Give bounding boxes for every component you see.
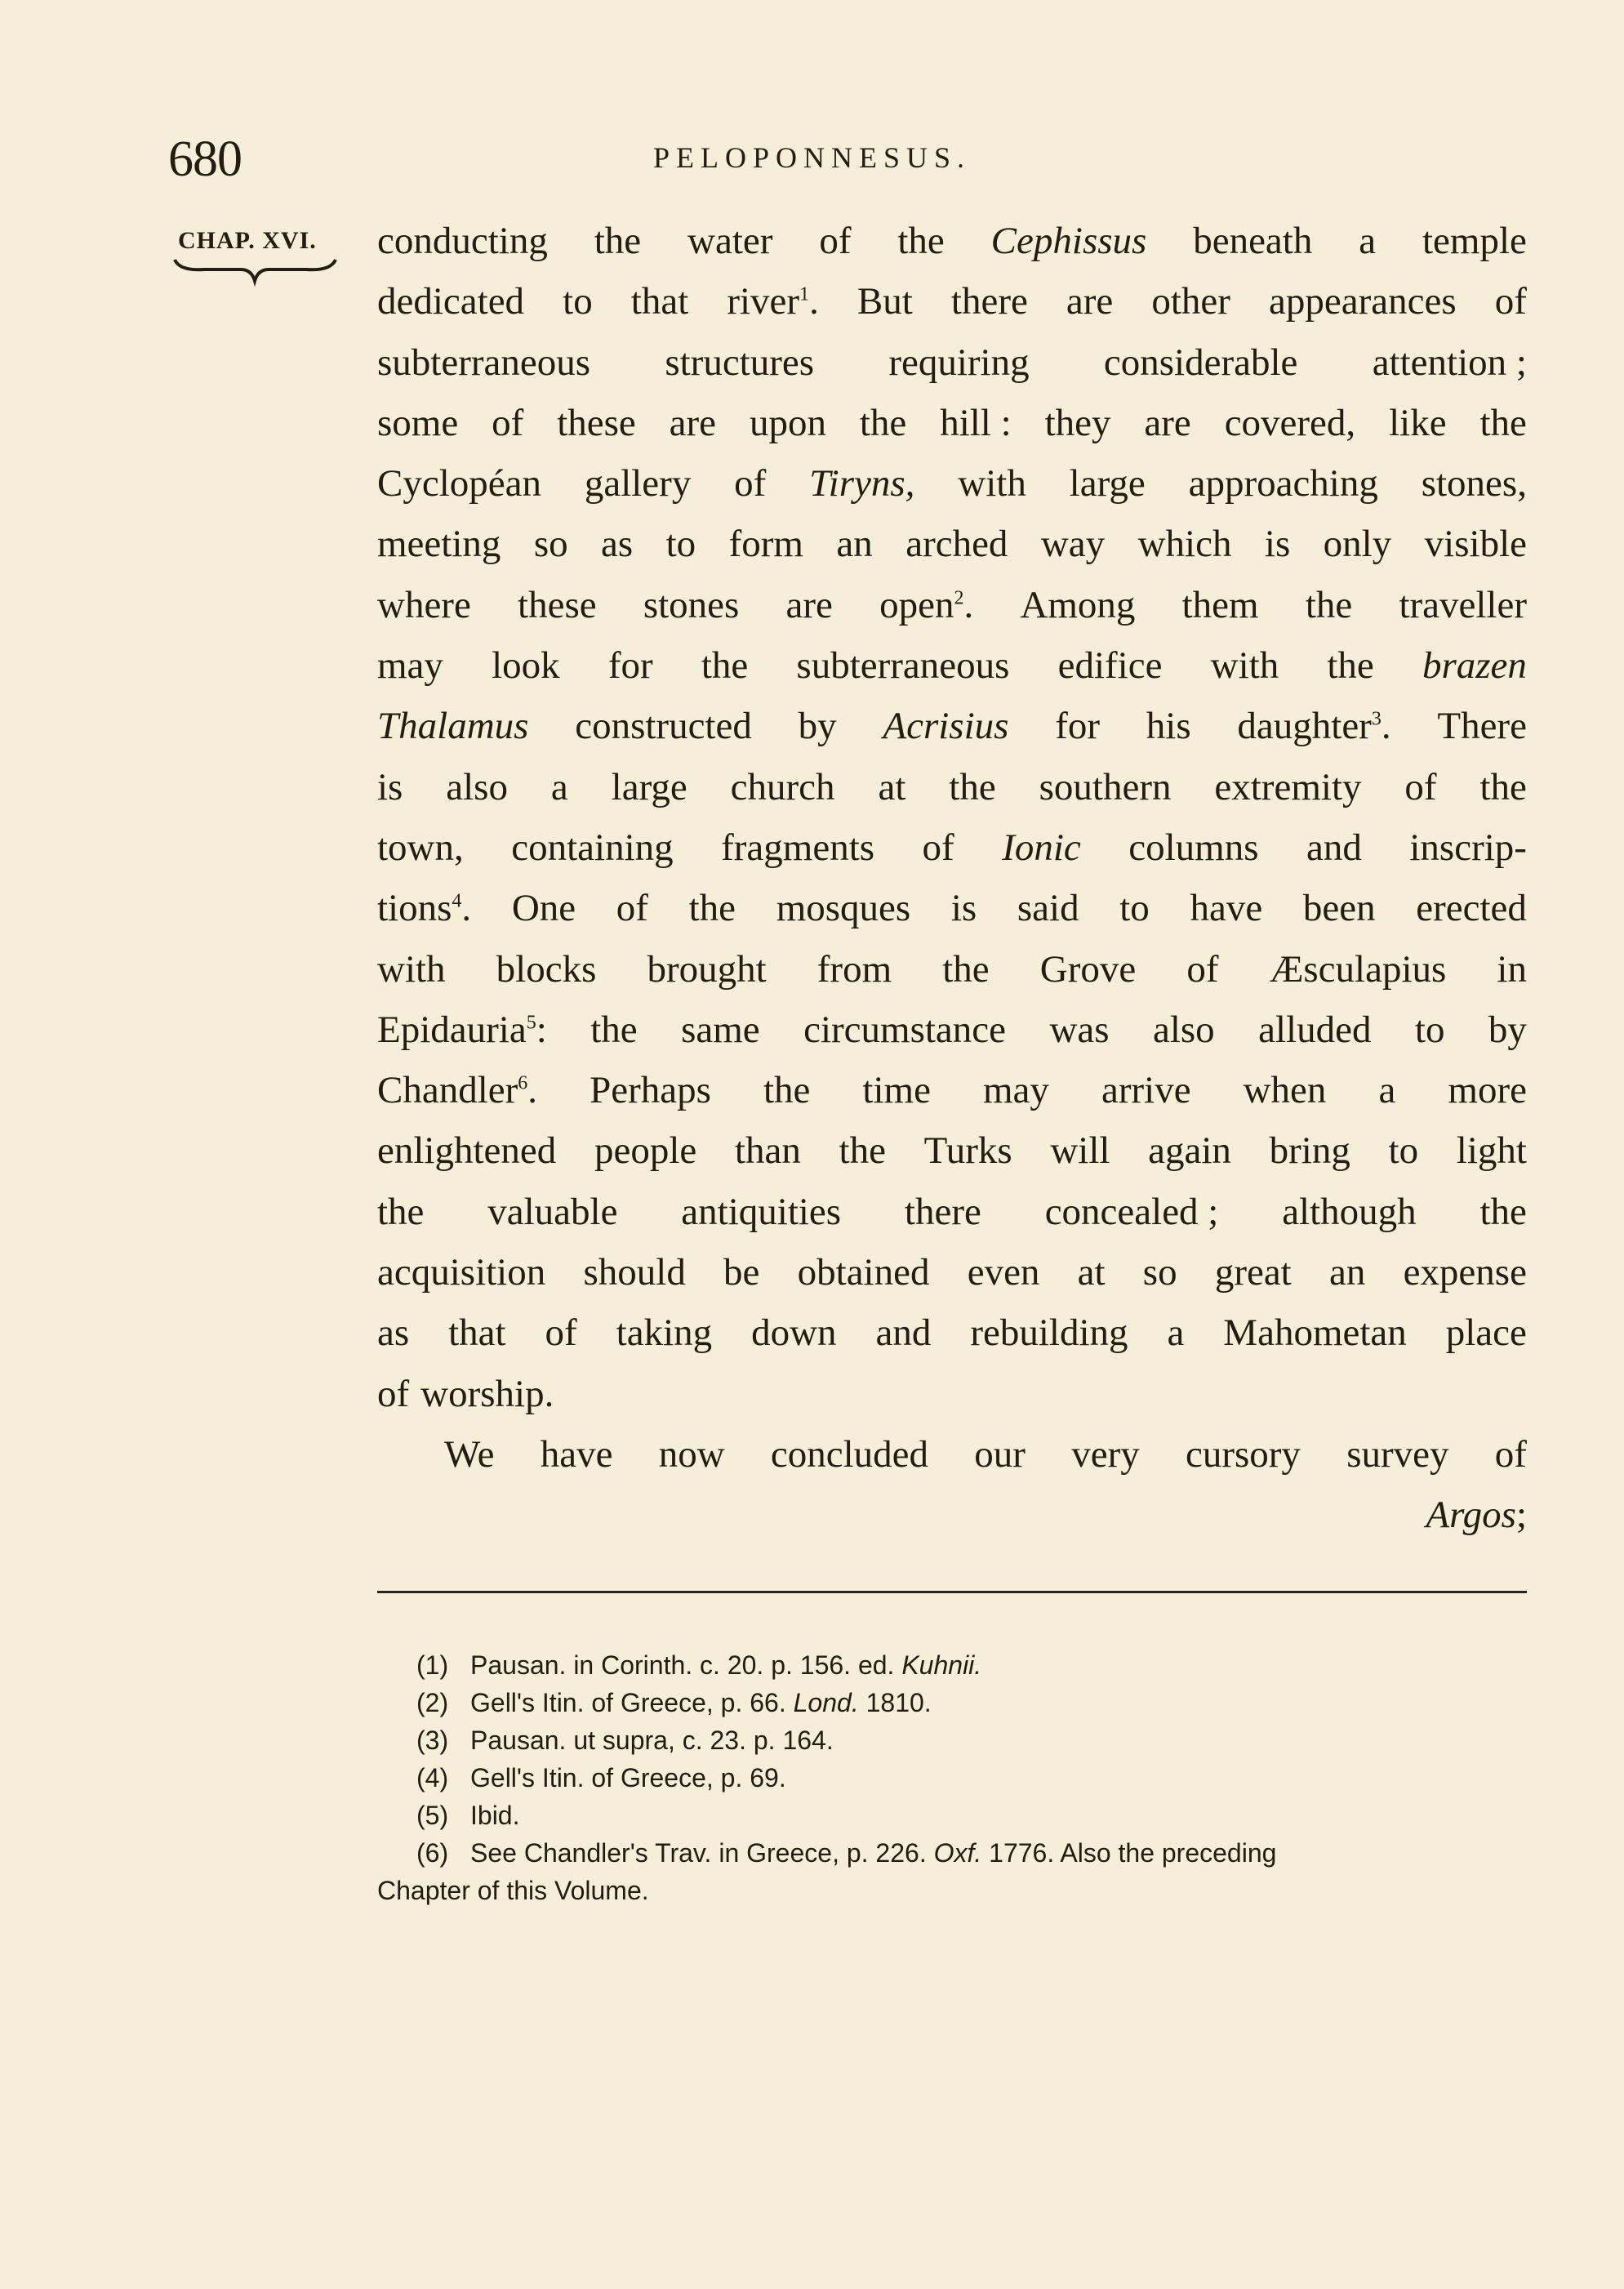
word: arrive: [1101, 1069, 1191, 1112]
word: at: [878, 765, 906, 808]
word: Grove: [1039, 947, 1137, 991]
footnote-number: (4): [416, 1763, 449, 1792]
word: which: [1137, 523, 1232, 566]
word: have: [540, 1432, 613, 1476]
word: may: [983, 1069, 1049, 1112]
word: alluded: [1258, 1008, 1372, 1051]
word: expense: [1403, 1251, 1527, 1294]
word: with: [377, 947, 446, 991]
word: blocks: [496, 947, 597, 991]
word: now: [658, 1432, 725, 1476]
word: erected: [1416, 887, 1527, 930]
word: One: [511, 887, 576, 930]
word: to: [1414, 1008, 1445, 1051]
text-line: [377, 332, 1527, 393]
footnote-text: Ibid.: [470, 1801, 520, 1830]
word: rebuilding: [970, 1311, 1128, 1355]
footnote-text: Pausan. ut supra, c. 23. p. 164.: [470, 1726, 834, 1755]
word: inscrip-: [1409, 826, 1527, 869]
word: church: [730, 765, 835, 808]
word: antiquities: [681, 1190, 842, 1233]
footnote-text: Gell's Itin. of Greece, p. 69.: [470, 1763, 786, 1792]
word: place: [1445, 1311, 1527, 1355]
footnote-reference: 3: [1371, 708, 1382, 730]
word: Æsculapius: [1269, 947, 1447, 991]
word: the: [1479, 1190, 1527, 1233]
text-line: [377, 1242, 1527, 1303]
word: arched: [905, 523, 1008, 566]
word: the: [763, 1069, 811, 1112]
word: considerable: [1103, 341, 1298, 384]
text-line: [377, 453, 1527, 514]
word: We: [444, 1432, 495, 1476]
word: of: [1494, 280, 1527, 323]
word: open$^2$.: [879, 583, 974, 626]
footnote-reference: 5: [526, 1012, 536, 1034]
word: taking: [616, 1311, 713, 1355]
word: Among: [1020, 583, 1136, 626]
footnote-number: (2): [416, 1688, 449, 1717]
word: Perhaps: [590, 1069, 711, 1112]
text-line: [377, 575, 1527, 635]
word: a: [550, 765, 568, 808]
word: to: [1119, 887, 1150, 930]
word: our: [974, 1432, 1026, 1476]
word: like: [1389, 401, 1447, 444]
word: for: [1055, 705, 1101, 748]
word: his: [1146, 705, 1191, 748]
word: cursory: [1185, 1432, 1301, 1476]
word: hill :: [940, 401, 1012, 444]
word: an: [836, 523, 873, 566]
word: should: [583, 1251, 686, 1294]
word: brazen: [1422, 644, 1527, 688]
word: acquisition: [377, 1251, 546, 1294]
word: large: [611, 765, 687, 808]
word: of: [377, 1372, 410, 1415]
word: there: [950, 280, 1028, 323]
body-text: [377, 211, 1527, 1546]
text-line: [377, 1060, 1527, 1120]
footnote-reference: 4: [452, 890, 462, 912]
word: look: [492, 644, 560, 688]
word: the: [839, 1129, 886, 1173]
text-line: [377, 514, 1527, 574]
word: where: [377, 583, 471, 626]
text-line: [377, 1182, 1527, 1242]
word: Cyclopéan: [377, 462, 541, 505]
footnote: [377, 1834, 1527, 1872]
text-line: [377, 393, 1527, 453]
word: the: [859, 401, 907, 444]
word: covered,: [1224, 401, 1356, 444]
word: have: [1190, 887, 1263, 930]
word: to: [1388, 1129, 1419, 1173]
text-line: [377, 271, 1527, 332]
word: only: [1323, 523, 1392, 566]
word: is: [377, 765, 403, 808]
word: are: [1144, 401, 1191, 444]
text-line: [377, 635, 1527, 696]
word: is: [950, 887, 977, 930]
word: large: [1069, 462, 1146, 505]
word: obtained: [797, 1251, 930, 1294]
word: of: [1404, 765, 1437, 808]
footnote: [377, 1721, 1527, 1759]
word: bring: [1269, 1129, 1350, 1173]
word: with: [958, 462, 1026, 505]
word: as: [601, 523, 634, 566]
footnote: [377, 1759, 1527, 1797]
word: There: [1437, 705, 1527, 748]
word: time: [862, 1069, 931, 1112]
word: concealed ;: [1044, 1190, 1219, 1233]
chapter-margin-label: CHAP. XVI.: [178, 227, 317, 254]
word: a: [1378, 1069, 1396, 1112]
word: the: [1327, 644, 1374, 688]
word: also: [1152, 1008, 1215, 1051]
footnote-reference: 6: [518, 1072, 528, 1094]
word: beneath: [1193, 220, 1313, 262]
word: that: [448, 1311, 506, 1355]
word: extremity: [1214, 765, 1362, 808]
word: form: [728, 523, 803, 566]
text-line: [377, 1424, 1527, 1485]
word: down: [751, 1311, 837, 1355]
word: containing: [511, 826, 674, 869]
footnote: [377, 1684, 1527, 1721]
word: of: [1186, 947, 1219, 991]
word: these: [518, 583, 597, 626]
footnote-number: (6): [416, 1838, 449, 1868]
word: a: [1359, 220, 1377, 262]
word: are: [669, 401, 717, 444]
word: that: [630, 280, 689, 323]
word: traveller: [1399, 583, 1527, 626]
word: and: [1306, 826, 1362, 869]
word: Tiryns,: [809, 462, 915, 505]
word: subterraneous: [377, 341, 591, 384]
word: of: [819, 220, 852, 262]
word: been: [1302, 887, 1376, 930]
word: Epidauria$^5$:: [377, 1008, 547, 1051]
word: them: [1181, 583, 1259, 626]
word: gallery: [584, 462, 692, 505]
word: some: [377, 401, 459, 444]
word: Ionic: [1002, 826, 1081, 869]
text-line: [377, 1485, 1527, 1545]
word: said: [1017, 887, 1079, 930]
word: appearances: [1269, 280, 1457, 323]
word: concluded: [770, 1432, 929, 1476]
text-line: [377, 696, 1527, 756]
word: Cephissus: [990, 220, 1147, 262]
word: meeting: [377, 523, 501, 566]
word: than: [734, 1129, 801, 1173]
word: structures: [665, 341, 815, 384]
word: dedicated: [377, 280, 525, 323]
page-number: 680: [168, 131, 242, 187]
word: same: [681, 1008, 760, 1051]
word: of: [616, 887, 648, 930]
word: circumstance: [803, 1008, 1006, 1051]
word: enlightened: [377, 1129, 557, 1173]
running-head: PELOPONNESUS.: [652, 141, 972, 174]
footnote-reference: 2: [954, 587, 964, 609]
word: for: [607, 644, 653, 688]
text-line: [377, 211, 1527, 271]
word: of: [922, 826, 954, 869]
footnote-rule: [377, 1591, 1527, 1593]
footnotes: [377, 1646, 1527, 1909]
word: town,: [377, 826, 464, 869]
word: very: [1071, 1432, 1140, 1476]
word: other: [1151, 280, 1230, 323]
word: Chandler$^6$.: [377, 1069, 538, 1112]
word: the: [377, 1190, 425, 1233]
word: subterraneous: [796, 644, 1010, 688]
word: the: [688, 887, 736, 930]
word: at: [1077, 1251, 1106, 1294]
word: river$^1$.: [727, 280, 819, 323]
text-line: [377, 757, 1527, 817]
word: Thalamus: [377, 705, 529, 748]
word: by: [1488, 1008, 1527, 1051]
word: brought: [647, 947, 767, 991]
word: even: [967, 1251, 1040, 1294]
word: be: [723, 1251, 760, 1294]
word: again: [1148, 1129, 1231, 1173]
word: they: [1044, 401, 1111, 444]
word: mosques: [776, 887, 911, 930]
text-line: [377, 1120, 1527, 1181]
word: survey: [1346, 1432, 1449, 1476]
word: in: [1497, 947, 1527, 991]
text-line: [377, 1364, 1527, 1424]
word: way: [1040, 523, 1106, 566]
word: by: [798, 705, 837, 748]
footnote: [377, 1797, 1527, 1834]
word: attention ;: [1372, 341, 1527, 384]
word: But: [856, 280, 913, 323]
word: the: [942, 947, 990, 991]
word: fragments: [721, 826, 875, 869]
word: requiring: [888, 341, 1030, 384]
word: a: [1167, 1311, 1185, 1355]
footnote-number: (1): [416, 1650, 449, 1680]
word: is: [1264, 523, 1291, 566]
word: so: [1142, 1251, 1177, 1294]
word: constructed: [575, 705, 752, 748]
word: temple: [1422, 220, 1527, 262]
word: there: [904, 1190, 981, 1233]
word: an: [1328, 1251, 1366, 1294]
text-line: [377, 939, 1527, 1000]
word: to: [563, 280, 593, 323]
word: visible: [1424, 523, 1527, 566]
text-line: [377, 1000, 1527, 1060]
text-line: [377, 878, 1527, 938]
footnote-number: (3): [416, 1726, 449, 1755]
word: the: [1305, 583, 1353, 626]
word: the: [1479, 401, 1527, 444]
word: although: [1282, 1190, 1417, 1233]
word: Turks: [923, 1129, 1012, 1173]
word: of: [545, 1311, 577, 1355]
word: the: [701, 644, 749, 688]
footnote-reference: 1: [799, 283, 810, 305]
word: so: [533, 523, 568, 566]
word: when: [1243, 1069, 1327, 1112]
footnote-number: (5): [416, 1801, 449, 1830]
word: more: [1448, 1069, 1527, 1112]
word: the: [897, 220, 945, 262]
word: stones,: [1421, 462, 1527, 505]
word: the: [1479, 765, 1527, 808]
word: tions$^4$.: [377, 887, 472, 930]
word: are: [785, 583, 833, 626]
word: of: [492, 401, 524, 444]
word: upon: [749, 401, 826, 444]
word: to: [665, 523, 696, 566]
word: people: [594, 1129, 697, 1173]
footnote-text: Gell's Itin. of Greece, p. 66. Lond. 1810.: [470, 1688, 932, 1717]
word: Argos: [1426, 1494, 1516, 1537]
word: columns: [1128, 826, 1259, 869]
word: of: [1494, 1432, 1527, 1476]
word: Mahometan: [1223, 1311, 1407, 1355]
word: approaching: [1188, 462, 1378, 505]
word: the: [590, 1008, 638, 1051]
footnote-continuation: Chapter of this Volume.: [377, 1876, 649, 1905]
word: daughter$^3$.: [1237, 705, 1391, 748]
word: may: [377, 644, 443, 688]
word: these: [557, 401, 636, 444]
word: light: [1456, 1129, 1527, 1173]
word: was: [1049, 1008, 1110, 1051]
word: will: [1050, 1129, 1110, 1173]
text-line: [377, 817, 1527, 878]
word: also: [446, 765, 508, 808]
word: valuable: [487, 1190, 618, 1233]
text-line: [377, 1303, 1527, 1363]
word: from: [816, 947, 892, 991]
word: stones: [643, 583, 740, 626]
word: the: [594, 220, 642, 262]
footnote-text: See Chandler's Trav. in Greece, p. 226. Oxf. 1776. Also the preceding: [470, 1838, 1277, 1868]
word: are: [1066, 280, 1114, 323]
word: as: [377, 1311, 410, 1355]
word: conducting: [377, 220, 548, 262]
word: edifice: [1057, 644, 1163, 688]
word: ;: [1515, 1494, 1527, 1537]
word: worship.: [420, 1372, 554, 1415]
chapter-brace-ornament: [171, 255, 339, 287]
word: great: [1214, 1251, 1292, 1294]
word: southern: [1039, 765, 1172, 808]
word: and: [875, 1311, 932, 1355]
word: Acrisius: [883, 705, 1009, 748]
word: water: [687, 220, 773, 262]
word: with: [1210, 644, 1279, 688]
footnote-text: Pausan. in Corinth. c. 20. p. 156. ed. Kuhnii.: [470, 1650, 982, 1680]
footnote: [377, 1646, 1527, 1684]
word: the: [949, 765, 996, 808]
word: of: [734, 462, 767, 505]
